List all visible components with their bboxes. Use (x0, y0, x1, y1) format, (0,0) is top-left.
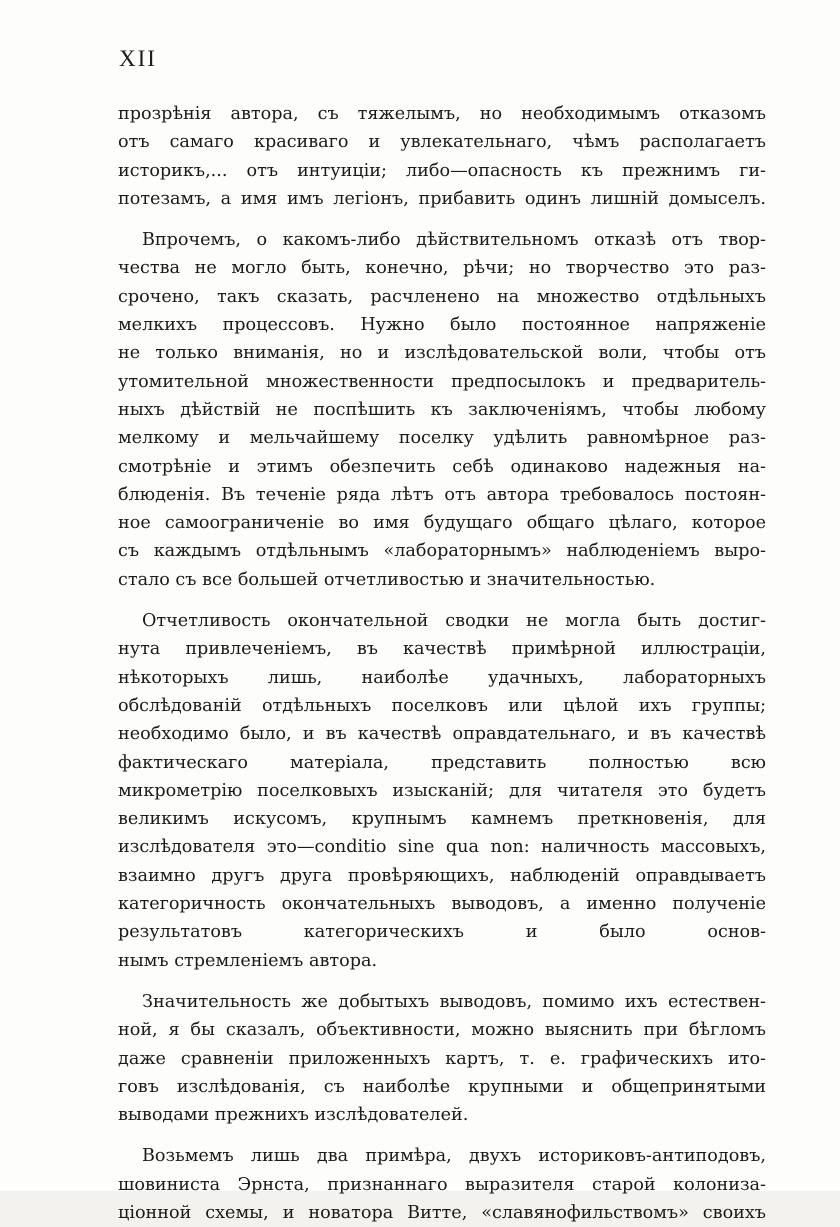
text-line: чества не могло быть, конечно, рѣчи; но творчество это раз- (118, 258, 766, 279)
text-line: категоричность окончательныхъ выводовъ, а именно полученіе (118, 894, 766, 915)
text-line: блюденія. Въ теченіе ряда лѣтъ отъ автора требовалось постоян- (118, 484, 766, 505)
text-line: Впрочемъ, о какомъ-либо дѣйствительномъ отказѣ отъ твор- (142, 230, 766, 251)
text-line: ное самоограниченіе во имя будущаго общаго цѣлаго, которое (118, 513, 766, 534)
text-line: фактическаго матеріала, представить полностью всю (118, 752, 766, 773)
text-line: Значительность же добытыхъ выводовъ, помимо ихъ естествен- (142, 991, 766, 1012)
text-line: ныхъ дѣйствій не поспѣшить къ заключеніямъ, чтобы любому (118, 399, 766, 420)
text-line: срочено, такъ сказать, расчленено на множество отдѣльныхъ (118, 286, 766, 307)
text-line: мелкому и мельчайшему поселку удѣлить равномѣрное раз- (118, 428, 766, 449)
text-line: результатовъ категорическихъ и было основ- (118, 922, 766, 943)
paragraph-3 (118, 607, 766, 975)
text-line: микрометрію поселковыхъ изысканій; для читателя это будетъ (118, 780, 766, 801)
text-line: нѣкоторыхъ лишь, наиболѣе удачныхъ, лабораторныхъ (118, 667, 766, 688)
text-line: нута привлеченіемъ, въ качествѣ примѣрной иллюстраціи, (118, 639, 766, 660)
text-line: съ каждымъ отдѣльнымъ «лабораторнымъ» наблюденіемъ выро- (118, 541, 766, 562)
paragraph-5 (118, 1142, 766, 1227)
text-line: даже сравненіи приложенныхъ картъ, т. е. графическихъ ито- (118, 1048, 766, 1069)
text-line: выводами прежнихъ изслѣдователей. (118, 1105, 469, 1126)
text-line: стало съ все большей отчетливостью и значительностью. (118, 569, 656, 590)
text-line: Возьмемъ лишь два примѣра, двухъ историковъ-антиподовъ, (142, 1146, 766, 1167)
text-line: ціонной схемы, и новатора Витте, «славянофильствомъ» своихъ (118, 1202, 766, 1223)
paragraph-2 (118, 226, 766, 594)
text-line: отъ самаго красиваго и увлекательнаго, чѣмъ располагаетъ (118, 132, 766, 153)
text-line: взаимно другъ друга провѣряющихъ, наблюденій оправдываетъ (118, 865, 766, 886)
text-line: смотрѣніе и этимъ обезпечить себѣ одинаково надежныя на- (118, 456, 766, 477)
text-line: историкъ,... отъ интуиціи; либо—опасность къ прежнимъ ги- (118, 160, 766, 181)
text-line: не только вниманія, но и изслѣдовательской воли, чтобы отъ (118, 343, 766, 364)
text-line: шовиниста Эрнста, признаннаго выразителя старой колониза- (118, 1174, 766, 1195)
text-line: изслѣдователя это—conditio sine qua non: наличность массовыхъ, (118, 837, 766, 858)
text-line: великимъ искусомъ, крупнымъ камнемъ преткновенія, для (118, 809, 766, 830)
text-line: говъ изслѣдованія, съ наиболѣе крупными и общепринятыми (118, 1076, 766, 1097)
text-line: прозрѣнія автора, съ тяжелымъ, но необходимымъ отказомъ (118, 104, 766, 124)
body-text (118, 100, 766, 1227)
text-line: обслѣдованій отдѣльныхъ поселковъ или цѣлой ихъ группы; (118, 695, 766, 716)
text-line: нымъ стремленіемъ автора. (118, 950, 378, 971)
paragraph-1 (118, 100, 766, 213)
page-number: XII (119, 46, 157, 71)
text-line: ной, я бы сказалъ, объективности, можно выяснить при бѣгломъ (118, 1020, 766, 1041)
text-line: утомительной множественности предпосылокъ и предваритель- (118, 371, 766, 392)
text-line: необходимо было, и въ качествѣ оправдательнаго, и въ качествѣ (118, 724, 766, 745)
text-line: мелкихъ процессовъ. Нужно было постоянное напряженіе (118, 315, 766, 336)
paragraph-4 (118, 988, 766, 1129)
text-line: Отчетливость окончательной сводки не могла быть достиг- (142, 611, 766, 632)
text-line: потезамъ, а имя имъ легіонъ, прибавить одинъ лишній домыселъ. (118, 188, 766, 209)
